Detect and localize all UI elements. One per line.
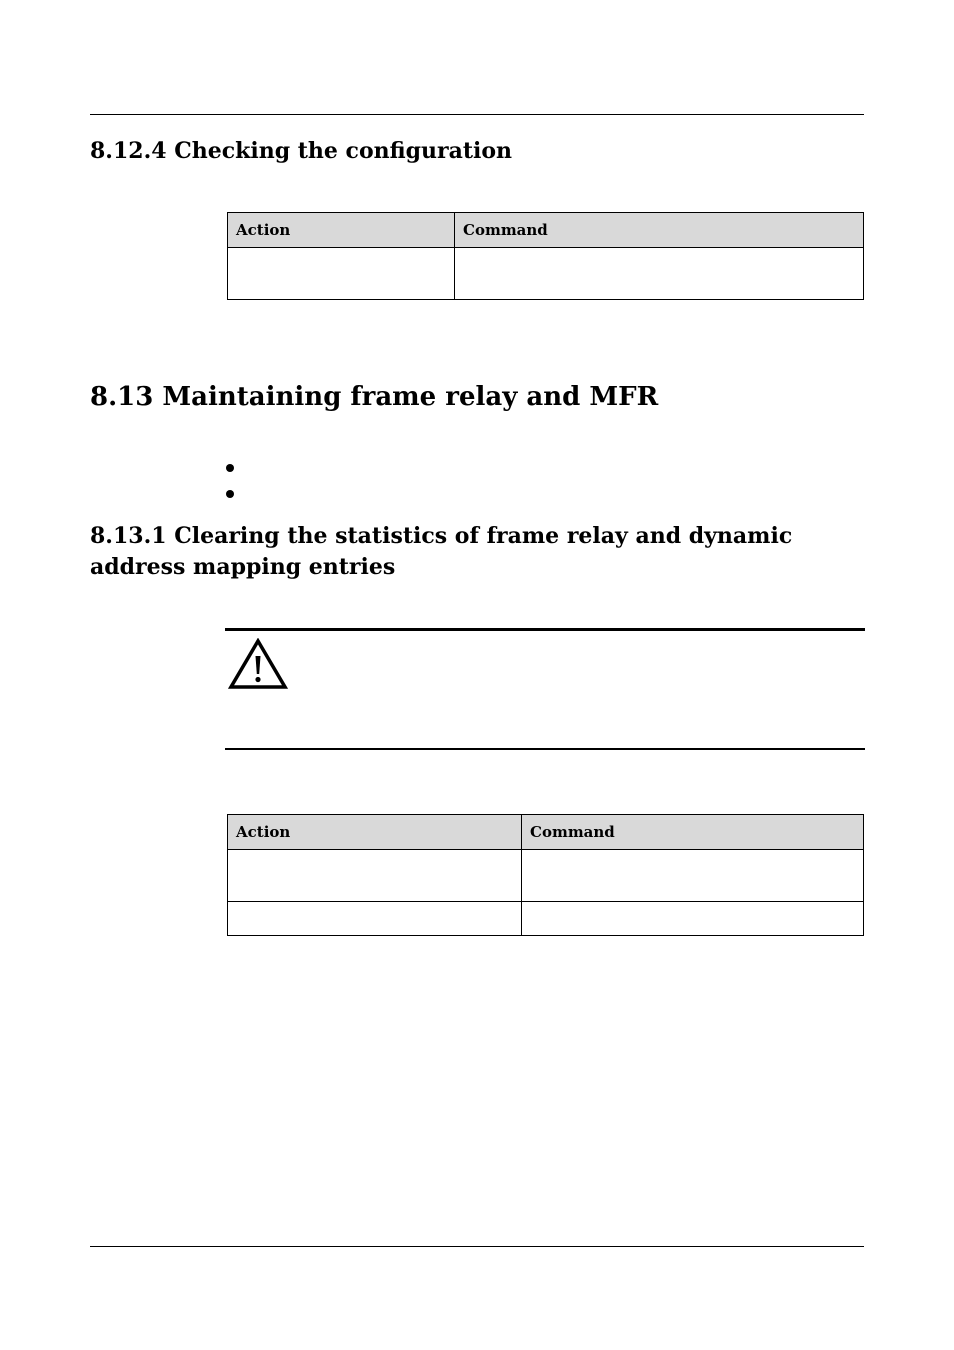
section-heading-8-13-1: 8.13.1 Clearing the statistics of frame relay and dynamic address mapping entries (90, 523, 793, 580)
table-cell-action (228, 850, 522, 902)
table-header-action: Action (228, 213, 455, 248)
clear-statistics-table (227, 814, 864, 936)
table-cell-command (522, 902, 864, 936)
section-heading-8-12-4: 8.12.4 Checking the configuration (90, 138, 513, 164)
header-rule (90, 114, 864, 115)
footer-rule (90, 1246, 864, 1247)
table-header-command: Command (455, 213, 864, 248)
caution-bottom-rule (225, 748, 865, 750)
table-header-action: Action (228, 815, 522, 850)
warning-triangle-icon (228, 638, 288, 690)
section-heading-8-13: 8.13 Maintaining frame relay and MFR (90, 382, 659, 412)
bullet-point (226, 490, 234, 498)
table-cell-action (228, 902, 522, 936)
table-header-row (228, 213, 864, 248)
table-cell-command (455, 248, 864, 300)
caution-top-rule (225, 628, 865, 631)
table-cell-action (228, 248, 455, 300)
table-row (228, 850, 864, 902)
table-header-row (228, 815, 864, 850)
table-cell-command (522, 850, 864, 902)
bullet-point (226, 464, 234, 472)
table-header-command: Command (522, 815, 864, 850)
config-check-table (227, 212, 864, 300)
table-row (228, 902, 864, 936)
table-row (228, 248, 864, 300)
